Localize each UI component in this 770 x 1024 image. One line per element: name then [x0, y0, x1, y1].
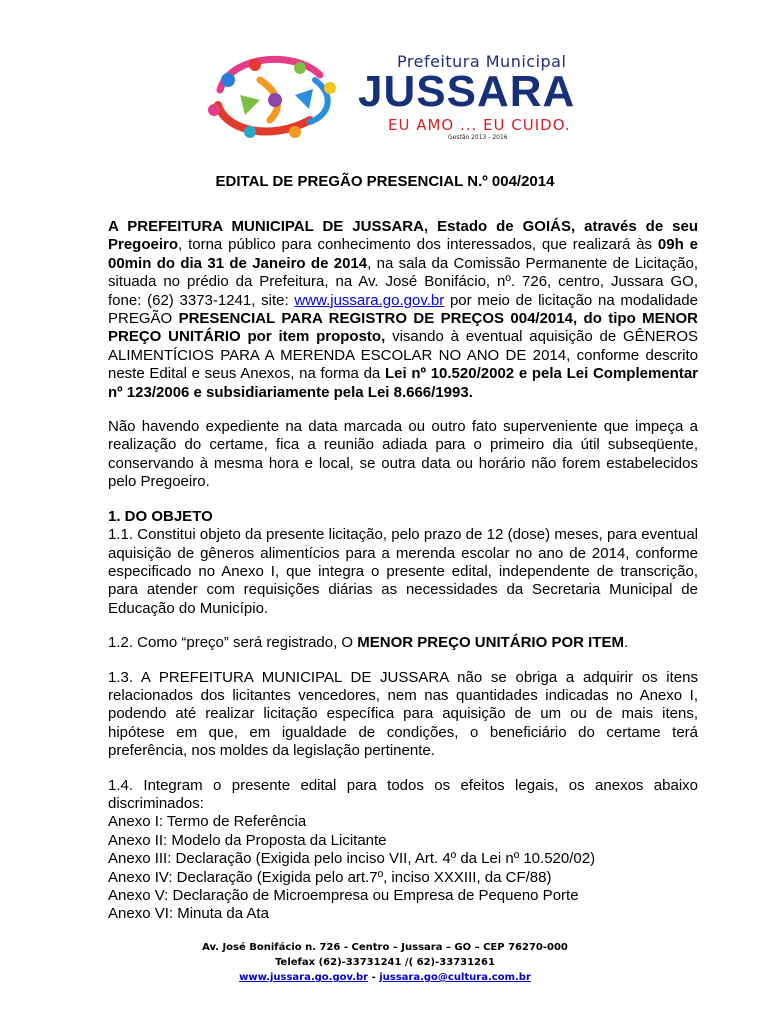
annex-item: Anexo III: Declaração (Exigida pelo inciso VII, Art. 4º da Lei nº 10.520/02) [108, 850, 596, 868]
document-title: EDITAL DE PREGÃO PRESENCIAL N.º 004/2014 [215, 173, 555, 190]
org-term: Gestão 2013 - 2016 [448, 134, 508, 141]
org-subtitle: Prefeitura Municipal [397, 52, 567, 71]
org-name: JUSSARA [358, 67, 576, 116]
intro-bold-1: A PREFEITURA MUNICIPAL DE JUSSARA, Estado de GOIÁS, através de seu Pregoeiro [108, 218, 698, 254]
intro-paragraph [108, 218, 698, 402]
footer-email-link[interactable]: jussara.go@cultura.com.br [379, 972, 531, 983]
intro-text-2: , na sala da Comissão Permanente de Licitação, situada no prédio da Prefeitura, na Av. José Bonifácio, nº. 726, centro, Jussara GO, fone: (62) 3373-1241, site: [108, 254, 698, 309]
document-body [108, 218, 698, 924]
intro-text-1: , torna público para conhecimento dos interessados, que realizará às [178, 236, 658, 254]
page-footer [0, 940, 770, 985]
site-link[interactable]: www.jussara.go.gov.br [294, 291, 445, 309]
letterhead [200, 50, 600, 145]
intro-bold-2: 09h e 00min do dia 31 de Janeiro de 2014 [108, 236, 698, 272]
postponement-paragraph: Não havendo expediente na data marcada ou outro fato superveniente que impeça a realização do certame, fica a reunião adiada para o primeiro dia útil subseqüente, conservando à mesma hora e local, se outra data ou horário não forem estabelecidos pelo Pregoeiro. [108, 418, 698, 491]
section-heading [108, 508, 698, 526]
clause-1-1: 1.1. Constitui objeto da presente licitação, pelo prazo de 12 (dose) meses, para eventual aquisição de gêneros alimentícios para a merenda escolar no ano de 2014, conforme especificado no Anexo I, que integra o presente edital, independente de transcrição, para atender com requisições diárias as necessidades da Secretaria Municipal de Educação do Município. [108, 526, 698, 617]
colorful-people-heart-logo-icon [200, 50, 360, 145]
annex-item: Anexo V: Declaração de Microempresa ou Empresa de Pequeno Porte [108, 887, 579, 904]
intro-text-3: por meio de licitação na modalidade PREGÃO [108, 291, 698, 328]
annex-item: Anexo I: Termo de Referência [108, 813, 307, 831]
annex-item: Anexo IV: Declaração (Exigida pelo art.7º, inciso XXXIII, da CF/88) [108, 868, 552, 886]
footer-site-link[interactable]: www.jussara.go.gov.br [239, 972, 369, 983]
footer-phone: Telefax (62)-33731241 /( 62)-33731261 [275, 957, 495, 968]
clause-1-2-text: 1.2. Como “preço” será registrado, O [108, 634, 358, 652]
clause-1-2-end: . [623, 634, 629, 652]
annex-item: Anexo VI: Minuta da Ata [108, 905, 269, 923]
intro-bold-4: Lei nº 10.520/2002 e pela Lei Complementar nº 123/2006 e subsidiariamente pela Lei 8.666/1993. [108, 365, 698, 401]
clause-1-2-bold: MENOR PREÇO UNITÁRIO POR ITEM [357, 634, 624, 652]
footer-separator: - [368, 972, 380, 983]
section-heading-text: 1. DO OBJETO [108, 507, 213, 525]
annex-item: Anexo II: Modelo da Proposta da Licitante [108, 831, 387, 849]
clause-1-3: 1.3. A PREFEITURA MUNICIPAL DE JUSSARA não se obriga a adquirir os itens relacionados dos licitantes vencedores, nem nas quantidades indicadas no Anexo I, podendo até realizar licitação específica para aquisição de um ou de mais itens, hipótese em que, em igualdade de condições, o beneficiário do certame terá preferência, nos moldes da legislação pertinente. [108, 668, 698, 760]
org-slogan: EU AMO ... EU CUIDO. [388, 116, 571, 134]
footer-links [0, 970, 770, 985]
intro-text-4: visando à eventual aquisição de GÊNEROS ALIMENTÍCIOS PARA A MERENDA ESCOLAR NO ANO DE 2014, conforme descrito neste Edital e seus Anexos, na forma da [108, 328, 698, 383]
clause-1-4: 1.4. Integram o presente edital para todos os efeitos legais, os anexos abaixo discriminados: [108, 776, 698, 812]
footer-address: Av. José Bonifácio n. 726 - Centro – Jussara – GO – CEP 76270-000 [202, 942, 568, 953]
intro-bold-3: PRESENCIAL PARA REGISTRO DE PREÇOS 004/2014, do tipo MENOR PREÇO UNITÁRIO por item proposto, [108, 310, 698, 346]
clause-1-2 [108, 634, 698, 652]
